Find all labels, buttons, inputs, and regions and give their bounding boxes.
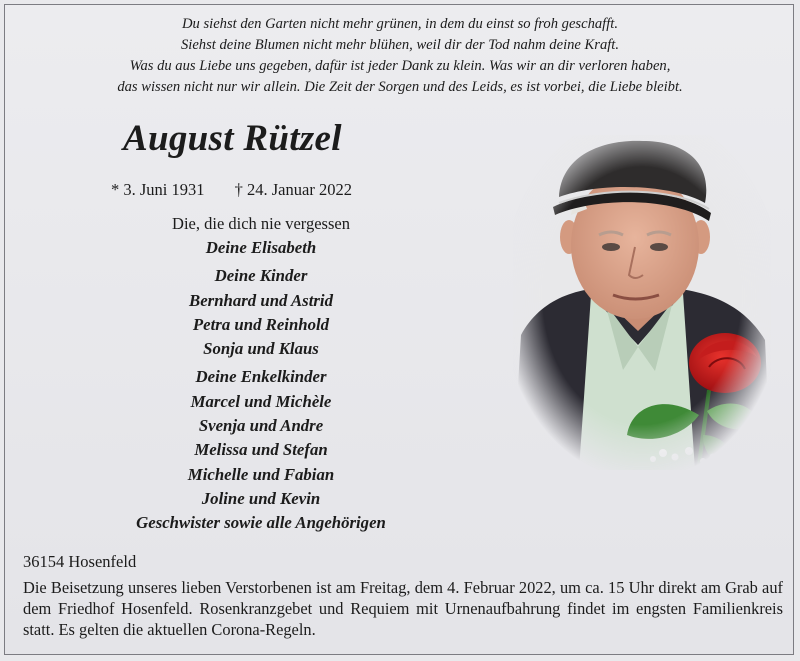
mourner-line: Bernhard und Astrid [189, 290, 333, 310]
portrait-photo [513, 135, 771, 470]
mourner-line: Michelle und Fabian [187, 464, 335, 484]
birth-date: * 3. Juni 1931 [111, 180, 205, 199]
death-date: † 24. Januar 2022 [234, 180, 352, 199]
funeral-notice: Die Beisetzung unseres lieben Verstorbenen ist am Freitag, dem 4. Februar 2022, um ca. 15 Uhr direkt am Grab auf dem Friedhof Hosenfeld. Rosenkranzgebet und Requiem mit Urnenaufbahrung findet im engsten Familienkreis statt. Es gelten die aktuellen Corona-Regeln. [23, 578, 783, 639]
life-dates [111, 180, 352, 200]
mourner-line: Marcel und Michèle [190, 391, 332, 411]
deceased-name: August Rützel [123, 118, 342, 159]
residence: 36154 Hosenfeld [23, 552, 137, 571]
mourners-list [51, 212, 471, 536]
mourner-line: Joline und Kevin [201, 488, 321, 508]
obituary-card [4, 4, 794, 655]
mourner-line: Deine Enkelkinder [195, 367, 327, 387]
poem-line: Siehst deine Blumen nicht mehr blühen, weil dir der Tod nahm deine Kraft. [180, 37, 620, 53]
mourner-line: Sonja und Klaus [203, 339, 319, 359]
mourner-line: Petra und Reinhold [192, 314, 330, 334]
mourners-intro: Die, die dich nie vergessen [172, 214, 350, 233]
mourner-line: Svenja und Andre [198, 416, 324, 436]
mourner-line: Melissa und Stefan [194, 440, 328, 460]
memorial-poem [5, 14, 795, 98]
mourner-line: Deine Kinder [214, 266, 308, 286]
mourner-line: Geschwister sowie alle Angehörigen [136, 513, 386, 533]
poem-line: Was du aus Liebe uns gegeben, dafür ist jeder Dank zu klein. Was wir an dir verloren haben, [129, 58, 671, 74]
mourner-line: Deine Elisabeth [205, 238, 317, 257]
poem-line: Du siehst den Garten nicht mehr grünen, in dem du einst so froh geschafft. [181, 16, 618, 32]
poem-line: das wissen nicht nur wir allein. Die Zeit der Sorgen und des Leids, es ist vorbei, die Liebe bleibt. [117, 79, 683, 95]
